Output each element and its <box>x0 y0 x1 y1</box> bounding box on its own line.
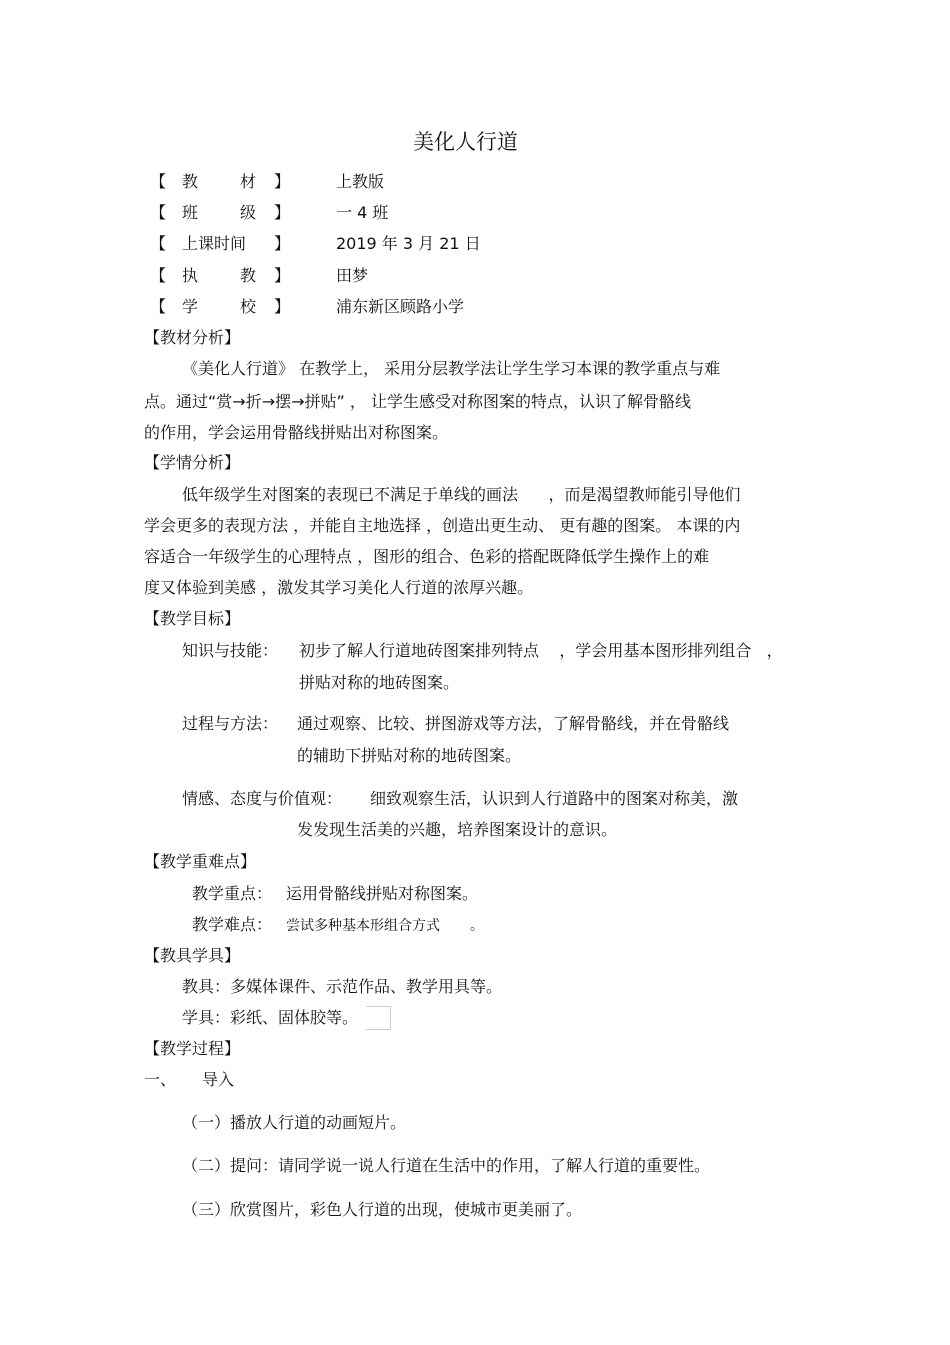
info-bracket-right: 】 <box>274 266 291 285</box>
info-value: 浦东新区顾路小学 <box>336 297 465 316</box>
section-heading-tools: 【教具学具】 <box>144 946 241 965</box>
student-tools: 学具：彩纸、固体胶等。 <box>182 1008 359 1027</box>
info-bracket-right: 】 <box>274 297 291 316</box>
info-bracket-left: 【 <box>150 172 167 191</box>
process-step: （二）提问：请同学说一说人行道在生活中的作用，了解人行道的重要性。 <box>182 1156 711 1175</box>
goal-text: 的辅助下拼贴对称的地砖图案。 <box>297 746 522 765</box>
process-step: （三）欣赏图片，彩色人行道的出现，使城市更美丽了。 <box>182 1200 583 1219</box>
info-value: 田梦 <box>336 266 369 285</box>
info-bracket-left: 【 <box>150 297 167 316</box>
paragraph-line: 点。通过“赏→折→摆→拼贴” ， 让学生感受对称图案的特点，认识了解骨骼线 <box>144 392 691 411</box>
info-bracket-left: 【 <box>150 266 167 285</box>
goal-text: 细致观察生活，认识到人行道路中的图案对称美，激 <box>370 789 739 808</box>
focus-label: 教学重点： <box>192 884 273 903</box>
info-key: 教 <box>182 172 199 191</box>
info-bracket-right: 】 <box>274 234 291 253</box>
goal-text: 拼贴对称的地砖图案。 <box>299 673 460 692</box>
info-key: 教 <box>240 266 257 285</box>
paragraph-line: 度又体验到美感 ，激发其学习美化人行道的浓厚兴趣。 <box>144 578 534 597</box>
info-key: 学 <box>182 297 199 316</box>
section-title: 导入 <box>202 1070 235 1089</box>
info-bracket-left: 【 <box>150 234 167 253</box>
info-bracket-left: 【 <box>150 203 167 222</box>
info-value: 上教版 <box>336 172 385 191</box>
goal-label: 情感、态度与价值观： <box>182 789 343 808</box>
goal-text: 通过观察、比较、拼图游戏等方法，了解骨骼线，并在骨骼线 <box>297 714 730 733</box>
process-step: （一）播放人行道的动画短片。 <box>182 1113 407 1132</box>
focus-value: 运用骨骼线拼贴对称图案。 <box>286 884 479 903</box>
info-key: 上课时间 <box>182 234 247 253</box>
info-bracket-right: 】 <box>274 172 291 191</box>
info-bracket-right: 】 <box>274 203 291 222</box>
paragraph-line: 学会更多的表现方法 ，并能自主地选择 ，创造出更生动、 更有趣的图案。 本课的内 <box>144 516 741 535</box>
page-title: 美化人行道 <box>413 130 518 154</box>
info-key: 级 <box>240 203 257 222</box>
section-heading-material: 【教材分析】 <box>144 328 241 347</box>
section-heading-students: 【学情分析】 <box>144 453 241 472</box>
paragraph-line: 《美化人行道》 在教学上， 采用分层教学法让学生学习本课的教学重点与难 <box>182 359 721 378</box>
section-number: 一、 <box>144 1070 177 1089</box>
section-heading-process: 【教学过程】 <box>144 1039 241 1058</box>
info-key: 执 <box>182 266 199 285</box>
difficulty-end: 。 <box>470 918 484 934</box>
goal-text: 初步了解人行道地砖图案排列特点 ，学会用基本图形排列组合 ， <box>299 641 783 660</box>
goal-label: 知识与技能： <box>182 641 279 660</box>
text-highlight-box <box>366 1006 391 1030</box>
difficulty-label: 教学难点： <box>192 915 273 934</box>
paragraph-line: 低年级学生对图案的表现已不满足于单线的画法 ，而是渴望教师能引导他们 <box>182 485 741 504</box>
info-key: 校 <box>240 297 257 316</box>
teacher-tools: 教具：多媒体课件、示范作品、教学用具等。 <box>182 977 503 996</box>
info-value: 一 4 班 <box>336 203 389 222</box>
goal-text: 发发现生活美的兴趣，培养图案设计的意识。 <box>297 820 618 839</box>
info-key: 材 <box>240 172 257 191</box>
paragraph-line: 的作用，学会运用骨骼线拼贴出对称图案。 <box>144 423 449 442</box>
section-heading-goals: 【教学目标】 <box>144 609 241 628</box>
info-key: 班 <box>182 203 199 222</box>
difficulty-value: 尝试多种基本形组合方式 <box>286 918 440 934</box>
section-heading-keypoints: 【教学重难点】 <box>144 852 257 871</box>
info-value: 2019 年 3 月 21 日 <box>336 234 481 253</box>
paragraph-line: 容适合一年级学生的心理特点 ，图形的组合、色彩的搭配既降低学生操作上的难 <box>144 547 710 566</box>
goal-label: 过程与方法： <box>182 714 279 733</box>
